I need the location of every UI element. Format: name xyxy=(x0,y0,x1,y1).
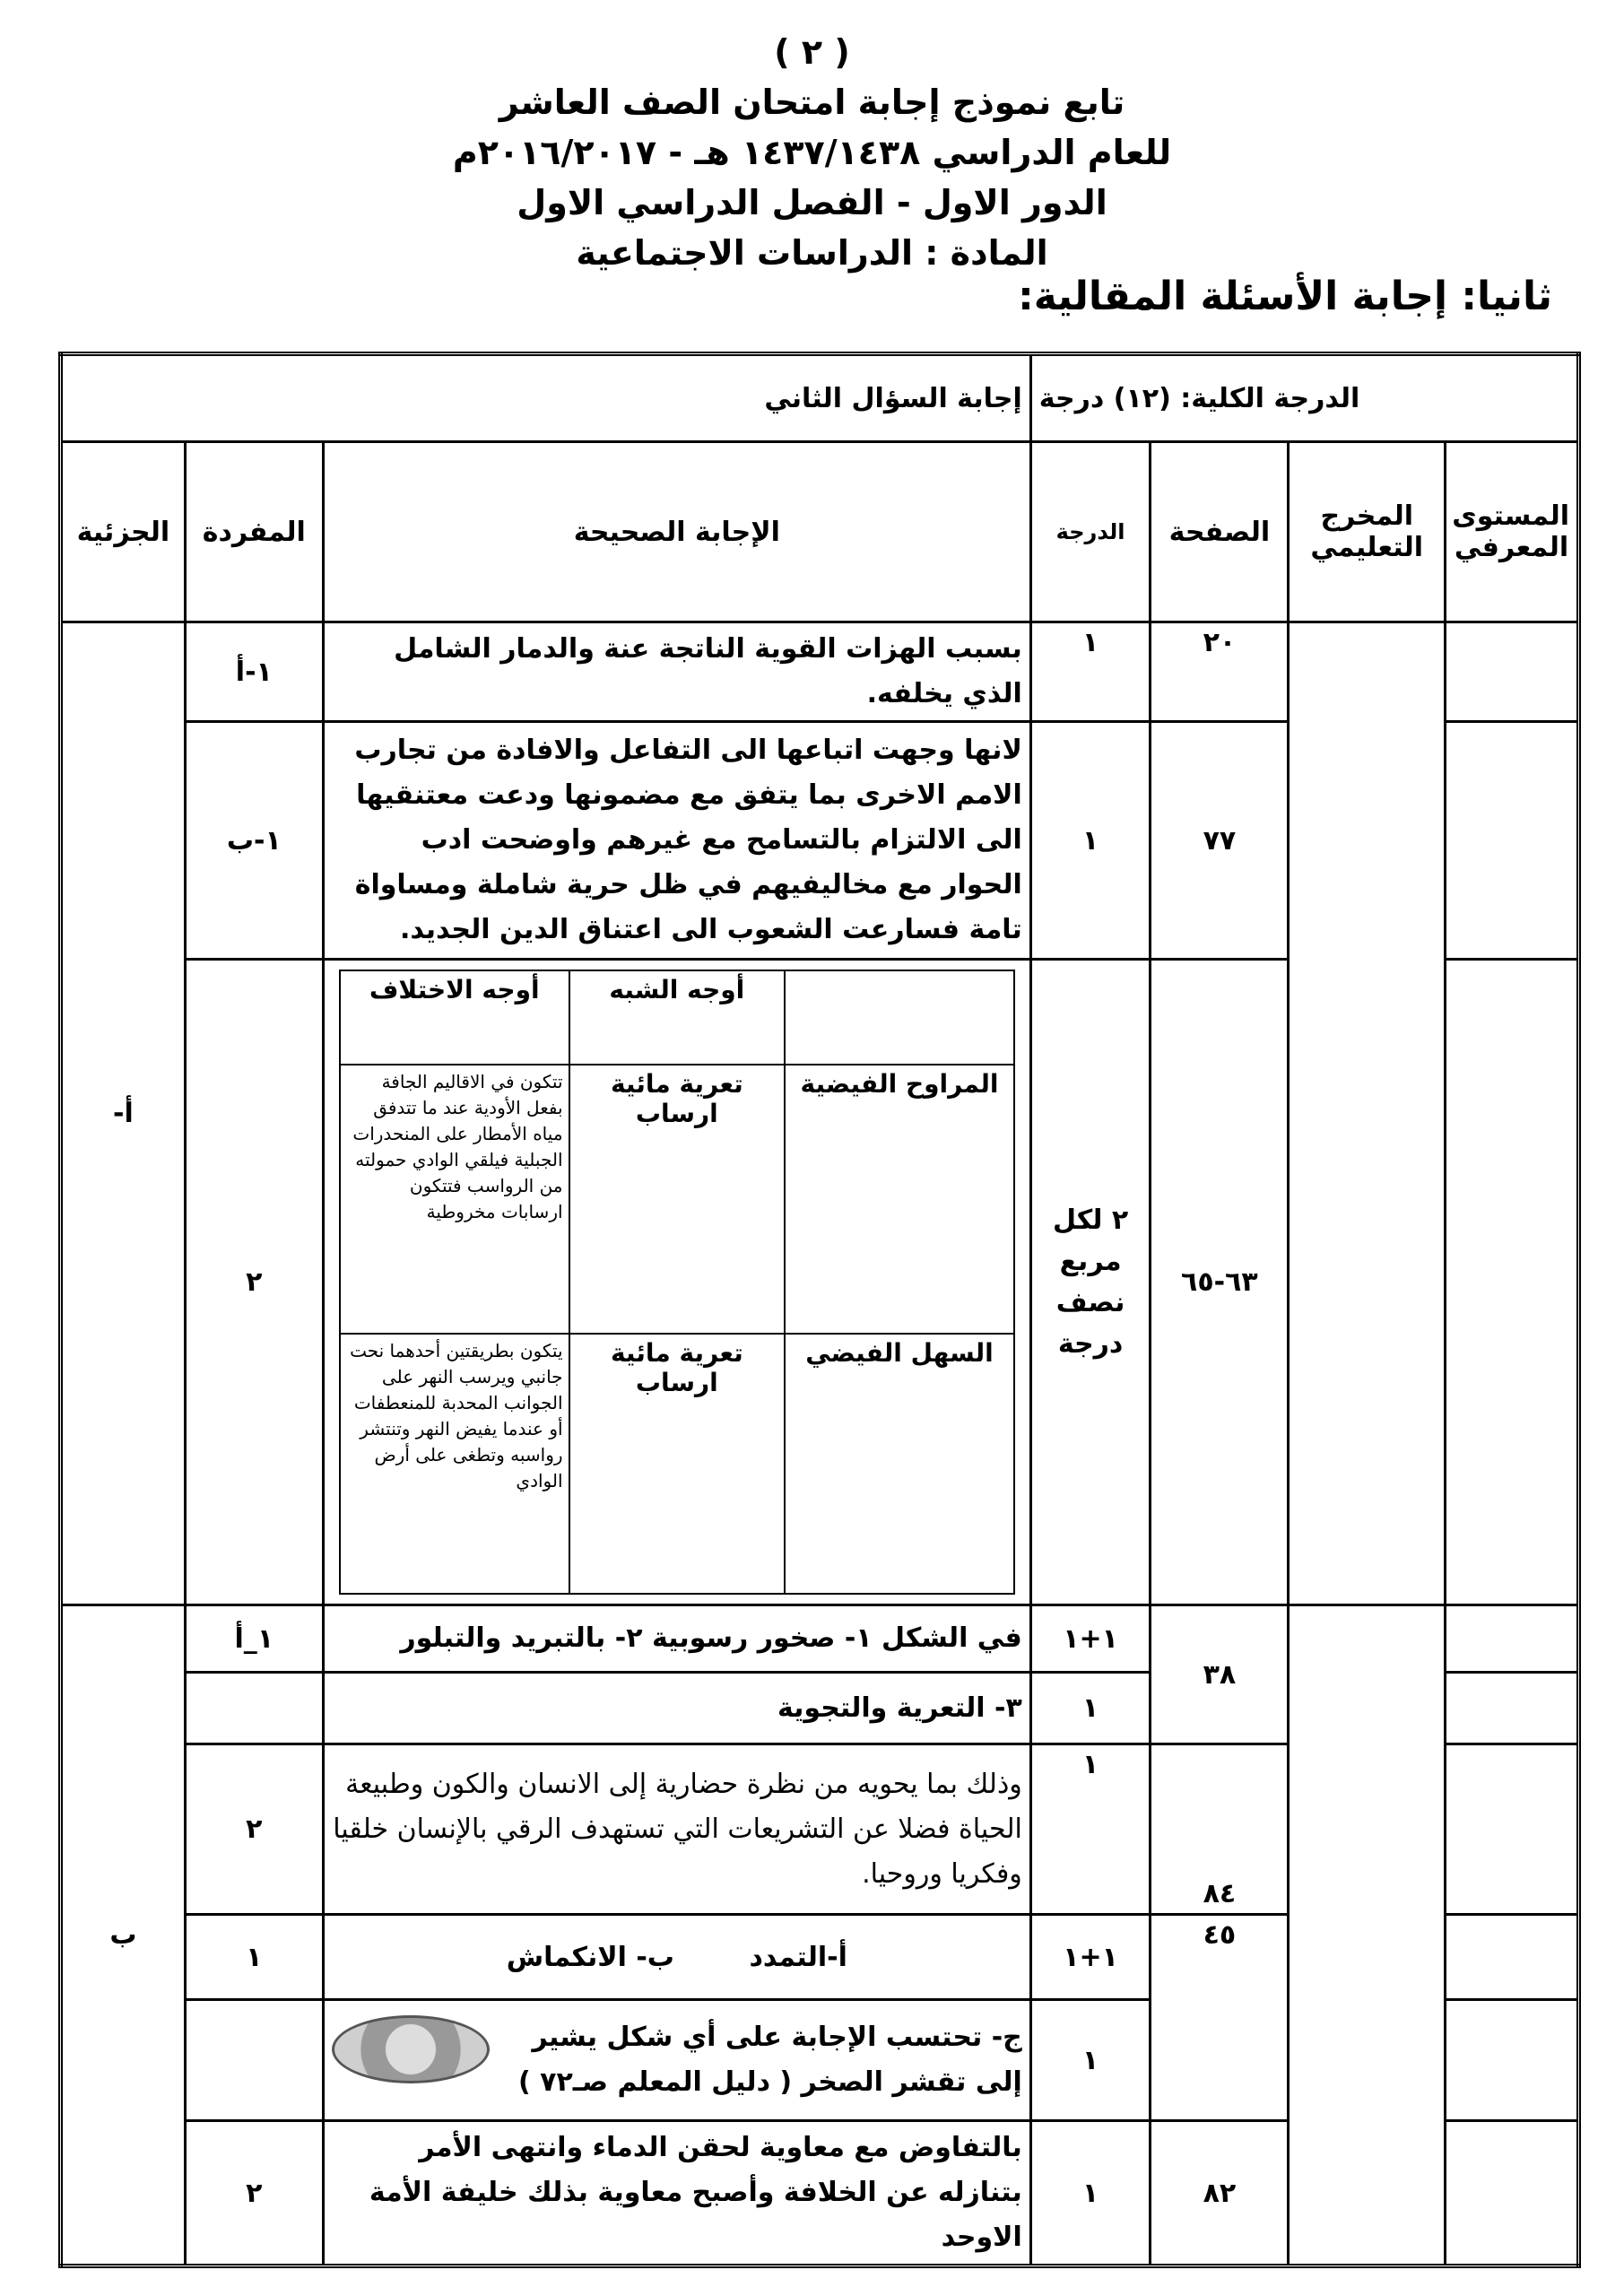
similarity-header: أوجه الشبه xyxy=(569,970,786,1065)
page-cell: ٨٢ xyxy=(1151,2121,1289,2266)
rock-exfoliation-image xyxy=(332,2015,490,2083)
landform-name: المراوح الفيضية xyxy=(785,1065,1014,1334)
level-cell xyxy=(1446,1744,1579,1915)
comparison-table xyxy=(339,970,1015,1595)
page-cell: ٣٨ xyxy=(1151,1605,1289,1744)
table-row xyxy=(61,1605,1579,1673)
landform-difference: تتكون في الاقاليم الجافة بفعل الأودية عند ما تتدفق مياه الأمطار على المنحدرات الجبلية فيلقي الوادي حمولته من الرواسب فتتكون ارسابات مخروطية xyxy=(340,1065,569,1334)
col-page: الصفحة xyxy=(1151,442,1289,622)
item-cell: ١-ب xyxy=(185,722,323,960)
answer-table xyxy=(58,352,1581,2268)
page-number: ( ٢ ) xyxy=(774,32,850,72)
column-header-row xyxy=(61,442,1579,622)
item-cell xyxy=(185,1673,323,1744)
grade-cell: ١+١ xyxy=(1030,1915,1151,2000)
answer-cell: في الشكل ١- صخور رسوبية ٢- بالتبريد والتبلور xyxy=(323,1605,1030,1673)
level-cell xyxy=(1446,622,1579,722)
answer-cell: ٣- التعرية والتجوية xyxy=(323,1673,1030,1744)
table-row xyxy=(61,622,1579,722)
answer-cell: بسبب الهزات القوية الناتجة عنة والدمار الشامل الذي يخلفه. xyxy=(323,622,1030,722)
answer-cell: وذلك بما يحويه من نظرة حضارية إلى الانسان والكون وطبيعة الحياة فضلا عن التشريعات التي تستهدف الرقي بالإنسان خلقيا وفكريا وروحيا. xyxy=(323,1744,1030,1915)
difference-header: أوجه الاختلاف xyxy=(340,970,569,1065)
question-title: إجابة السؤال الثاني xyxy=(61,354,1031,442)
answer-line-2: إلى تقشر الصخر ( دليل المعلم صـ٧٢ ) xyxy=(518,2066,1022,2098)
page-cell: ٢٠ xyxy=(1151,622,1289,722)
level-cell xyxy=(1446,1915,1579,2000)
grade-cell: ١ xyxy=(1030,1744,1151,1915)
page-cell: ٧٧ xyxy=(1151,722,1289,960)
col-part: الجزئية xyxy=(61,442,186,622)
landform-name: السهل الفيضي xyxy=(785,1334,1014,1594)
grade-cell: ١ xyxy=(1030,1673,1151,1744)
level-cell xyxy=(1446,1673,1579,1744)
outcome-cell xyxy=(1289,1605,1446,2266)
grade-cell: ١ xyxy=(1030,722,1151,960)
level-cell xyxy=(1446,2121,1579,2266)
answer-cell: لانها وجهت اتباعها الى التفاعل والافادة من تجارب الامم الاخرى بما يتفق مع مضمونها ودعت معتنقيها الى الالتزام بالتسامح مع غيرهم واوضحت ادب الحوار مع مخاليفيهم في ظل حرية شاملة ومساواة تامة فسارعت الشعوب الى اعتناق الدين الجديد. xyxy=(323,722,1030,960)
level-cell xyxy=(1446,722,1579,960)
comparison-cell xyxy=(323,960,1030,1605)
part-cell: أ- xyxy=(61,622,186,1605)
col-item: المفردة xyxy=(185,442,323,622)
item-cell: ١ xyxy=(185,1915,323,2000)
item-cell: ٢ xyxy=(185,960,323,1605)
landform-difference: يتكون بطريقتين أحدهما نحت جانبي ويرسب النهر على الجوانب المحدبة للمنعطفات أو عندما يفيض النهر وتنتشر رواسبه وتطغى على أرض الوادي xyxy=(340,1334,569,1594)
page-cell: ٦٣-٦٥ xyxy=(1151,960,1289,1605)
col-answer: الإجابة الصحيحة xyxy=(323,442,1030,622)
col-level: المستوى المعرفي xyxy=(1446,442,1579,622)
header-line-3: الدور الاول - الفصل الدراسي الاول xyxy=(517,183,1107,222)
level-cell xyxy=(1446,1605,1579,1673)
level-cell xyxy=(1446,960,1579,1605)
item-cell xyxy=(185,2000,323,2121)
question-header-row xyxy=(61,354,1579,442)
level-cell xyxy=(1446,2000,1579,2121)
section-title: ثانيا: إجابة الأسئلة المقالية: xyxy=(1018,274,1552,319)
item-cell: ٢ xyxy=(185,1744,323,1915)
item-cell: ١_أ xyxy=(185,1605,323,1673)
part-cell: ب xyxy=(61,1605,186,2266)
header-line-2: للعام الدراسي ١٤٣٧/١٤٣٨ هـ - ٢٠١٦/٢٠١٧م xyxy=(452,133,1172,172)
page-cell: ٤٥ xyxy=(1151,1915,1289,2121)
answer-cell xyxy=(323,2000,1030,2121)
item-cell: ٢ xyxy=(185,2121,323,2266)
answer-cell: أ-التمدد ب- الانكماش xyxy=(323,1915,1030,2000)
exam-header xyxy=(0,27,1624,278)
comparison-header-row xyxy=(340,970,1014,1065)
item-cell: ١-أ xyxy=(185,622,323,722)
col-outcome: المخرج التعليمي xyxy=(1289,442,1446,622)
landform-similarity: تعرية مائية ارساب xyxy=(569,1334,786,1594)
col-grade: الدرجة xyxy=(1030,442,1151,622)
grade-cell: ٢ لكل مربع نصف درجة xyxy=(1030,960,1151,1605)
landform-similarity: تعرية مائية ارساب xyxy=(569,1065,786,1334)
corner-cell xyxy=(785,970,1014,1065)
grade-cell: ١ xyxy=(1030,622,1151,722)
page-cell: ٨٤ xyxy=(1151,1744,1289,1915)
comparison-row xyxy=(340,1334,1014,1594)
outcome-cell xyxy=(1289,622,1446,1605)
header-line-1: تابع نموذج إجابة امتحان الصف العاشر xyxy=(499,83,1125,122)
total-grade: الدرجة الكلية: (١٢) درجة xyxy=(1030,354,1578,442)
answer-cell: بالتفاوض مع معاوية لحقن الدماء وانتهى الأمر بتنازله عن الخلافة وأصبح معاوية بذلك خليفة الأمة الاوحد xyxy=(323,2121,1030,2266)
comparison-row xyxy=(340,1065,1014,1334)
answer-line-1: ج- تحتسب الإجابة على أي شكل يشير xyxy=(532,2022,1022,2053)
grade-cell: ١ xyxy=(1030,2000,1151,2121)
grade-cell: ١ xyxy=(1030,2121,1151,2266)
header-line-4: المادة : الدراسات الاجتماعية xyxy=(576,233,1048,273)
grade-cell: ١+١ xyxy=(1030,1605,1151,1673)
